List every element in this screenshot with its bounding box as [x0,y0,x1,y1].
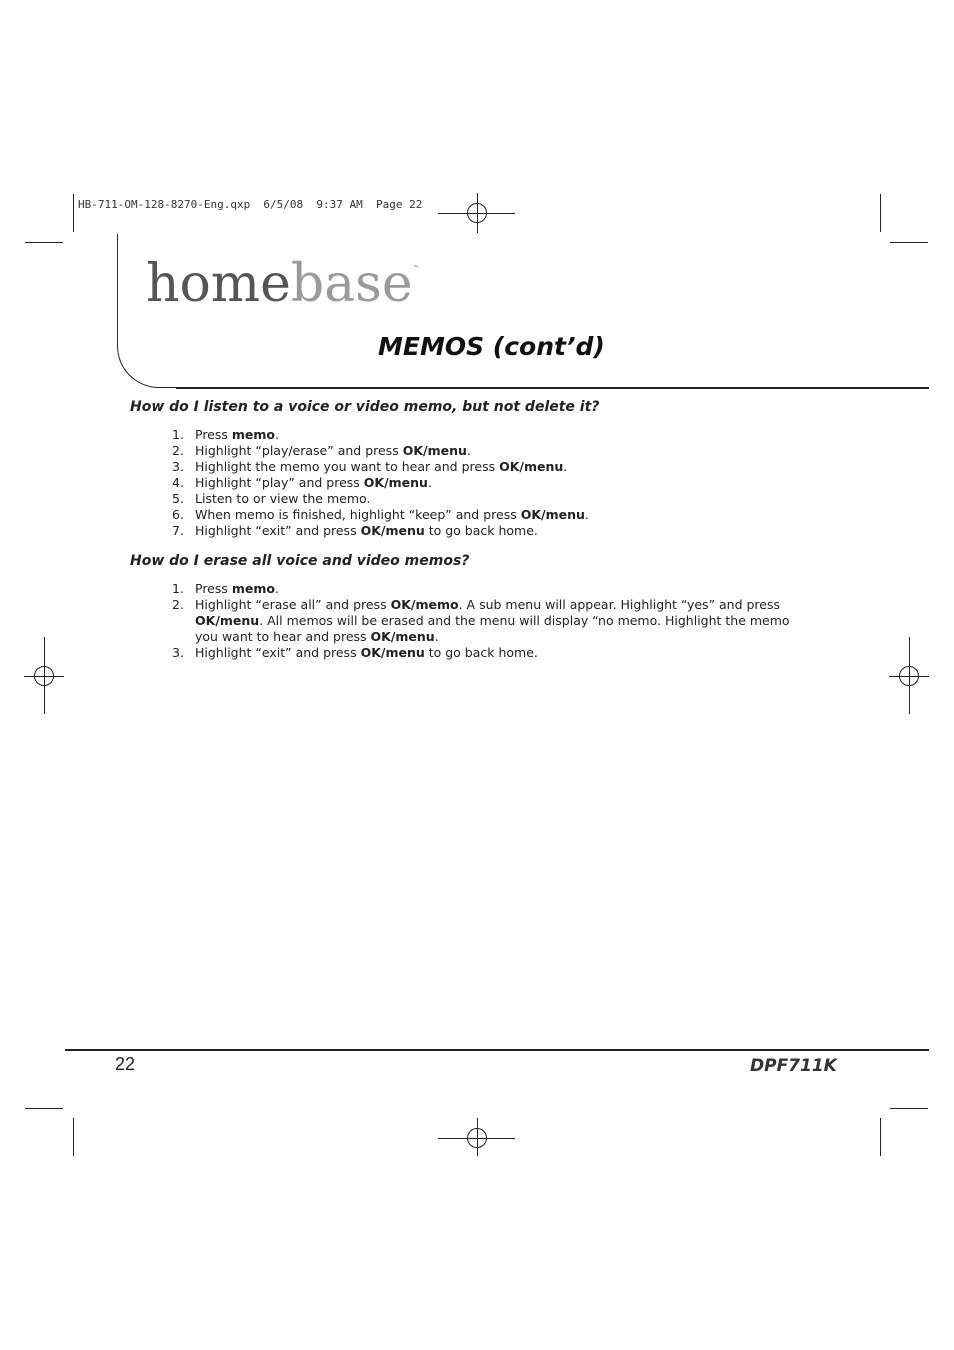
list-item: 2. Highlight “erase all” and press OK/memo. A sub menu will appear. Highlight “yes” and press OK/menu. All memos will be erased and the menu will display “no memo. Highlight the memo you want to hear and press OK/menu. [172,597,790,644]
crop-mark [880,194,881,232]
list-item: 4. Highlight “play” and press OK/menu. [172,475,432,490]
crop-mark [25,1108,63,1109]
footer-rule [65,1049,852,1051]
logo-part-home: home [146,254,291,314]
homebase-logo [146,254,419,314]
logo-part-base: base [290,254,413,314]
crop-mark [880,1118,881,1156]
page-number: 22 [115,1054,136,1074]
list-item: 6. When memo is finished, highlight “keep” and press OK/menu. [172,507,589,522]
logo-trademark: ™ [412,265,419,272]
list-item: 1. Press memo. [172,581,279,596]
page-title: MEMOS (cont’d) [378,332,605,361]
crop-mark [890,242,928,243]
crop-mark [25,242,63,243]
header-rule [176,387,852,389]
list-item: 2. Highlight “play/erase” and press OK/menu. [172,443,471,458]
list-item: 1. Press memo. [172,427,279,442]
slug-line: HB-711-OM-128-8270-Eng.qxp 6/5/08 9:37 AM Page 22 [78,198,423,211]
list-item: 5. Listen to or view the memo. [172,491,371,506]
list-item: 7. Highlight “exit” and press OK/menu to go back home. [172,523,538,538]
crop-mark [890,1108,928,1109]
footer-rule-extension [852,1049,929,1051]
question-heading: How do I listen to a voice or video memo, but not delete it? [130,399,600,415]
header-rule-extension [852,387,929,389]
question-heading: How do I erase all voice and video memos? [130,553,470,569]
crop-mark [73,1118,74,1156]
step-list [172,581,812,661]
list-item: 3. Highlight the memo you want to hear and press OK/menu. [172,459,568,474]
list-item: 3. Highlight “exit” and press OK/menu to go back home. [172,645,538,660]
step-list [172,427,812,539]
model-number: DPF711K [750,1056,837,1076]
crop-mark [73,194,74,232]
